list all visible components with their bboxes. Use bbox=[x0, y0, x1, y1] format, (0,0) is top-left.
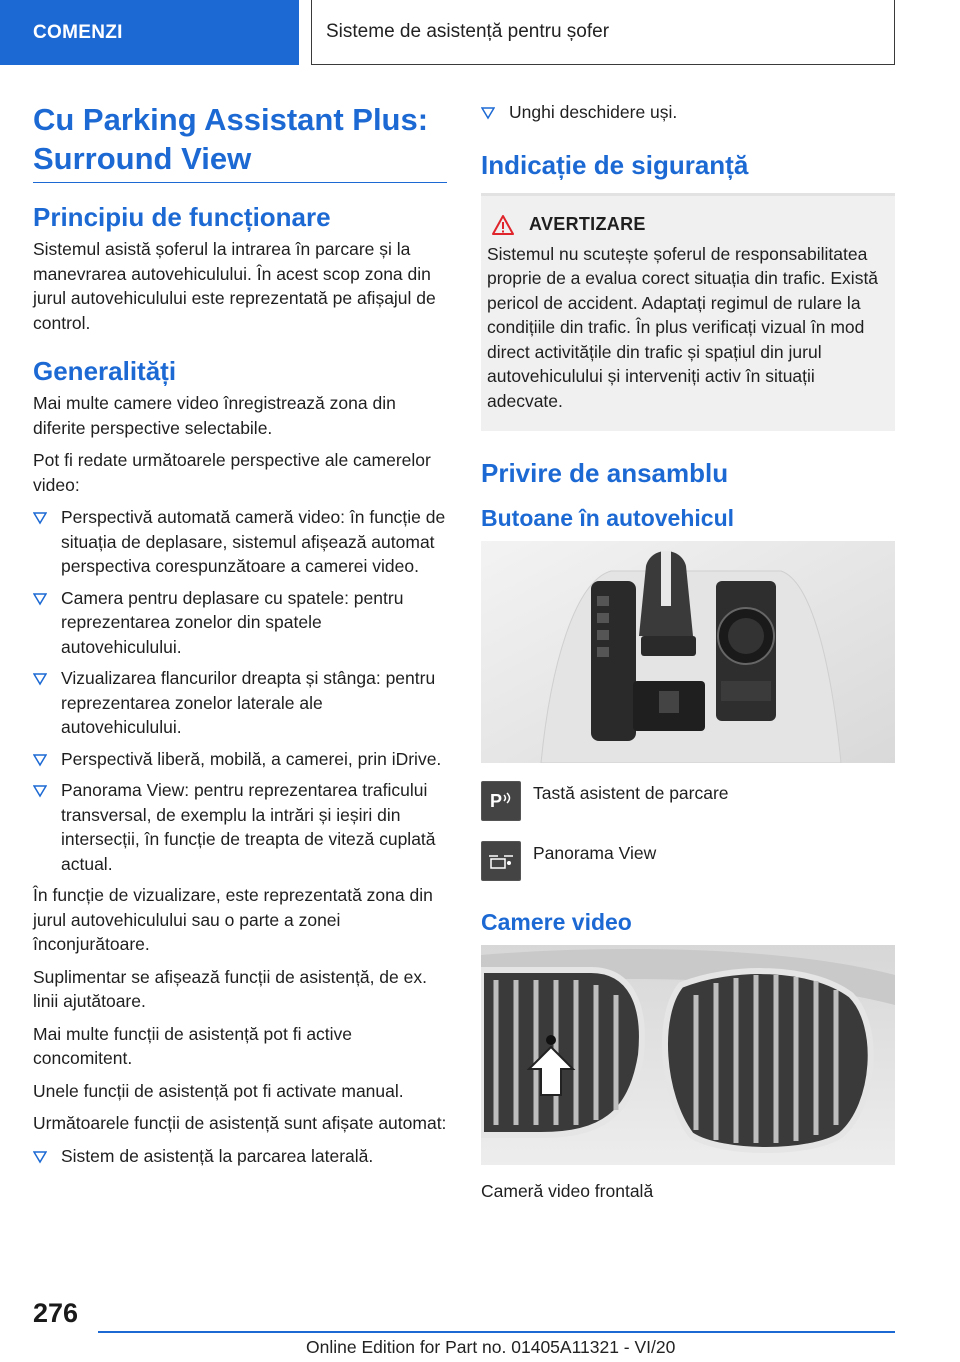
footer-line bbox=[98, 1331, 895, 1333]
front-camera-photo bbox=[481, 945, 895, 1165]
principle-text: Sistemul asistă șoferul la intrarea în parcare și la manevrarea autovehiculului. În acest scop zona din jurul autovehiculului este reprezentată pe afișajul de control. bbox=[33, 239, 436, 333]
right-column bbox=[481, 100, 895, 1212]
paragraph-5: Mai multe funcții de asistență pot fi active concomitent. bbox=[33, 1023, 353, 1068]
perspectives-list bbox=[33, 505, 447, 876]
paragraph-3: În funcție de vizualizare, este reprezentată zona din jurul autovehiculului sau o parte a zonei înconjurătoare. bbox=[33, 885, 433, 954]
warning-box bbox=[481, 196, 895, 432]
bullet-triangle-icon bbox=[33, 784, 47, 798]
center-console-illustration bbox=[481, 541, 895, 763]
list-item: Unghi deschidere uși. bbox=[481, 100, 895, 125]
general-heading: Generalități bbox=[33, 356, 177, 386]
principle-heading: Principiu de funcționare bbox=[33, 202, 331, 232]
paragraph-7: Următoarele funcții de asistență sunt afișate automat: bbox=[33, 1113, 447, 1133]
overview-heading: Privire de ansamblu bbox=[481, 458, 729, 488]
paragraph-6: Unele funcții de asistență pot fi activate manual. bbox=[33, 1080, 404, 1101]
front-grille-illustration bbox=[481, 945, 895, 1165]
left-column bbox=[33, 100, 447, 1175]
legend-label-panorama: Panorama View bbox=[533, 843, 657, 863]
warning-text: Sistemul nu scutește șoferul de responsabilitatea proprie de a evalua corect situația din trafic. Există pericol de accident. Adaptați regimul de rulare la condițiile din trafic. În plus verificați vizual în mod direct activitățile din trafic și spațiul din jurul autovehiculului și interveniți activ în situații adecvate. bbox=[487, 243, 879, 411]
legend-row-parking bbox=[481, 781, 895, 821]
cameras-heading: Camere video bbox=[481, 909, 632, 935]
warning-label: AVERTIZARE bbox=[529, 214, 646, 234]
bullet-triangle-icon bbox=[33, 1150, 47, 1164]
page-number: 276 bbox=[33, 1298, 79, 1328]
list-item: Camera pentru deplasare cu spatele: pentru reprezentarea zonelor din spatele autovehiculului. bbox=[33, 586, 447, 660]
bullet-triangle-icon bbox=[33, 592, 47, 606]
bullet-triangle-icon bbox=[33, 753, 47, 767]
list-item: Perspectivă liberă, mobilă, a camerei, prin iDrive. bbox=[33, 747, 447, 772]
list-item: Sistem de asistență la parcarea laterală. bbox=[33, 1144, 447, 1169]
footer-edition: Online Edition for Part no. 01405A11321 - VI/20 bbox=[306, 1337, 676, 1357]
panorama-view-icon bbox=[481, 841, 521, 881]
list-item: Perspectivă automată cameră video: în funcție de situația de deplasare, sistemul afișează automat perspectiva corespunzătoare a camerei video. bbox=[33, 505, 447, 579]
warning-triangle-icon bbox=[491, 214, 515, 236]
legend-label-parking: Tastă asistent de parcare bbox=[533, 783, 729, 803]
bullet-triangle-icon bbox=[33, 672, 47, 686]
svg-text:P: P bbox=[490, 791, 503, 811]
general-paragraph-2: Pot fi redate următoarele perspective ale camerelor video: bbox=[33, 450, 431, 495]
parking-assistant-icon bbox=[481, 781, 521, 821]
bullet-triangle-icon bbox=[33, 511, 47, 525]
warning-header bbox=[487, 214, 885, 236]
list-item: Panorama View: pentru reprezentarea traficului transversal, de exemplu la intrări și ieșiri din intersecții, în funcție de treapta de viteză cuplată actual. bbox=[33, 778, 447, 876]
section-tab: COMENZI bbox=[0, 0, 299, 65]
buttons-heading: Butoane în autovehicul bbox=[481, 505, 735, 531]
paragraph-4: Suplimentar se afișează funcții de asistență, de ex. linii ajutătoare. bbox=[33, 966, 427, 1011]
list-item: Vizualizarea flancurilor dreapta și stânga: pentru reprezentarea zonelor laterale ale autovehiculului. bbox=[33, 666, 447, 740]
auto-functions-list bbox=[33, 1144, 447, 1169]
bullet-triangle-icon bbox=[481, 106, 495, 120]
general-paragraph-1: Mai multe camere video înregistrează zona din diferite perspective selectabile. bbox=[33, 393, 396, 438]
top-bullets-list bbox=[481, 100, 895, 125]
page-title: Cu Parking Assistant Plus: Surround View bbox=[33, 100, 447, 183]
chapter-title: Sisteme de asistență pentru șofer bbox=[311, 0, 895, 65]
legend-row-panorama bbox=[481, 841, 895, 881]
safety-heading: Indicație de siguranță bbox=[481, 149, 749, 180]
center-console-photo bbox=[481, 541, 895, 763]
camera-caption: Cameră video frontală bbox=[481, 1181, 654, 1201]
